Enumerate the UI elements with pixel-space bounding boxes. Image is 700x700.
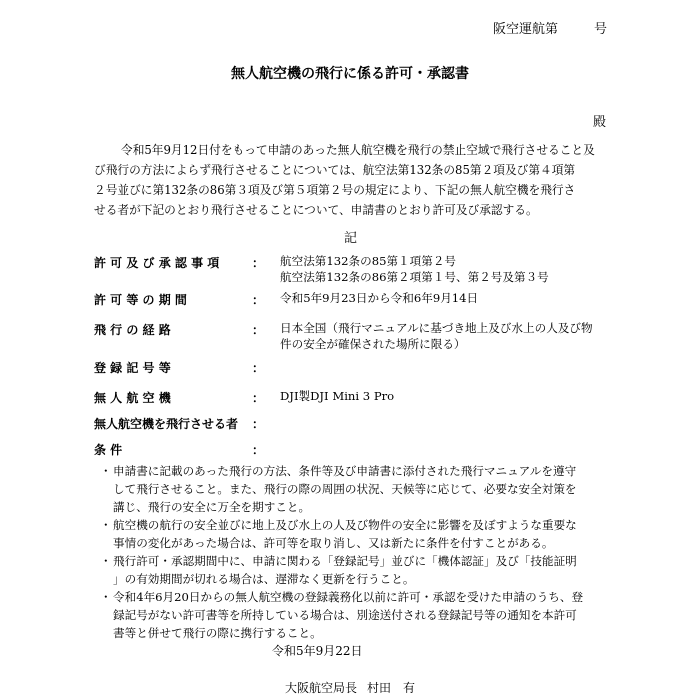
aircraft-value: [280, 388, 620, 404]
operator-label: [94, 415, 264, 432]
permission-items-line: 航空法第132条の86第２項第１号、第２号及第３号: [280, 270, 549, 284]
permission-items-label: [94, 254, 264, 271]
condition-bullet: ・: [100, 464, 112, 478]
condition-line: 飛行許可・承認期間中に、申請に関わる「登録記号」並びに「機体認証」及び「技能証明: [113, 554, 577, 568]
document-number: [493, 18, 607, 37]
period-value: [280, 290, 620, 306]
body-line: 令和5年9月12日付をもって申請のあった無人航空機を飛行の禁止空域で飛行させること及: [121, 143, 595, 157]
body-line: せる者が下記のとおり飛行させることについて、申請書のとおり許可及び承認する。: [94, 203, 538, 217]
registration-colon: ：: [252, 361, 265, 375]
aircraft-label: [94, 389, 264, 406]
condition-line: 令和4年6月20日からの無人航空機の登録義務化以前に許可・承認を受けた申請のうち、登: [113, 590, 584, 604]
condition-line: 」の有効期間が切れる場合は、遅滞なく更新を行うこと。: [113, 572, 415, 586]
condition-line: 録記号がない許可書等を所持している場合は、別途送付される登録記号等の通知を本許可: [113, 608, 577, 622]
body-paragraph: [94, 140, 614, 220]
registration-label-text: 登 録 記 号 等: [94, 361, 171, 375]
body-line: び飛行の方法によらず飛行させることについては、航空法第132条の85第２項及び第４項第: [94, 163, 576, 177]
conditions-label-text: 条 件: [94, 443, 123, 457]
period-label-text: 許 可 等 の 期 間: [94, 293, 187, 307]
document-number-prefix: 阪空運航第: [493, 22, 559, 37]
aircraft-label-text: 無 人 航 空 機: [94, 391, 171, 405]
route-colon: ：: [252, 323, 265, 337]
conditions-label: [94, 441, 264, 458]
body-line: ２号並びに第132条の86第３項及び第５項第２号の規定により、下記の無人航空機を飛行さ: [94, 183, 576, 197]
condition-line: 申請書に記載のあった飛行の方法、条件等及び申請書に添付された飛行マニュアルを遵守: [113, 464, 577, 478]
issuer: [285, 679, 415, 696]
issuer-office: 大阪航空局長: [285, 681, 358, 695]
addressee-honorific: 殿: [593, 115, 607, 130]
permission-items-line: 航空法第132条の85第１項第２号: [280, 254, 457, 268]
condition-line: して飛行させること。また、飛行の際の周囲の状況、天候等に応じて、必要な安全対策を: [113, 482, 577, 496]
route-line: 日本全国（飛行マニュアルに基づき地上及び水上の人及び物: [280, 321, 593, 335]
document-number-suffix: 号: [594, 22, 608, 37]
operator-colon: ：: [252, 417, 265, 431]
route-value: [280, 320, 620, 352]
condition-line: 講じ、飛行の安全に万全を期すこと。: [113, 500, 311, 514]
condition-line: 事情の変化があった場合は、許可等を取り消し、又は新たに条件を付すことがある。: [113, 536, 554, 550]
conditions-colon: ：: [252, 443, 265, 457]
conditions-list: [100, 462, 620, 642]
aircraft-line: DJI製DJI Mini 3 Pro: [280, 389, 395, 403]
issuer-name: 村田 有: [367, 681, 416, 695]
condition-item: [100, 552, 620, 588]
route-label: [94, 321, 264, 338]
ki-heading: 記: [344, 231, 358, 246]
permission-items-label-text: 許 可 及 び 承 認 事 項: [94, 256, 220, 270]
period-colon: ：: [252, 293, 265, 307]
condition-item: [100, 462, 620, 516]
condition-line: 書等と併せて飛行の際に携行すること。: [113, 626, 322, 640]
condition-bullet: ・: [100, 518, 112, 532]
route-label-text: 飛 行 の 経 路: [94, 323, 171, 337]
period-label: [94, 291, 264, 308]
document-title: 無人航空機の飛行に係る許可・承認書: [231, 66, 469, 82]
condition-item: [100, 588, 620, 642]
condition-item: [100, 516, 620, 552]
route-line: 件の安全が確保された場所に限る）: [280, 337, 466, 351]
issue-date: 令和5年9月22日: [272, 644, 363, 658]
permission-items-value: [280, 253, 620, 285]
condition-line: 航空機の航行の安全並びに地上及び水上の人及び物件の安全に影響を及ぼすような重要な: [113, 518, 577, 532]
operator-label-text: 無人航空機を飛行させる者: [94, 417, 239, 431]
condition-bullet: ・: [100, 554, 112, 568]
registration-label: [94, 359, 264, 376]
period-line: 令和5年9月23日から令和6年9月14日: [280, 291, 479, 305]
aircraft-colon: ：: [252, 391, 265, 405]
permission-items-colon: ：: [252, 256, 265, 270]
condition-bullet: ・: [100, 590, 112, 604]
